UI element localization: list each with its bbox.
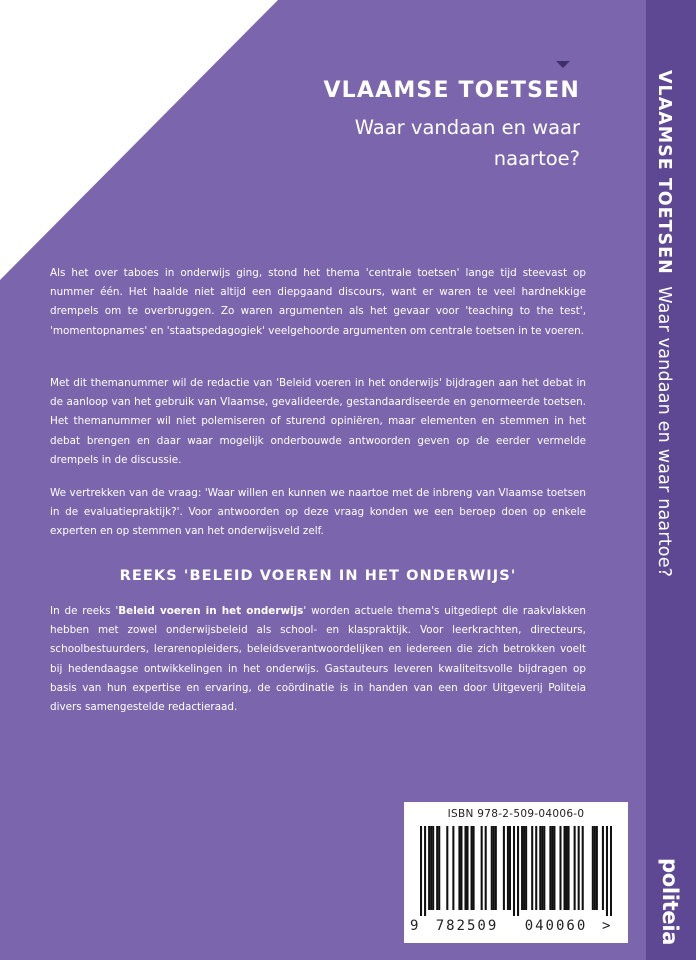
barcode-bar — [592, 826, 594, 910]
barcode-bar — [574, 826, 576, 910]
barcode-bar — [424, 826, 426, 916]
barcode-bar — [464, 826, 466, 910]
blurb-paragraph-3: We vertrekken van de vraag: 'Waar willen en kunnen we naartoe met de inbreng van Vlaamse toetsen in de evaluatiepraktijk?'. Voor antwoorden op deze vraag konden we een beroep doen op enkele experten en op stemmen van het onderwijsveld zelf. — [50, 487, 586, 538]
blurb-paragraph-2: Met dit themanummer wil de redactie van 'Beleid voeren in het onderwijs' bijdragen aan het debat in de aanloop van het gebruik van Vlaamse, gevalideerde, gestandaardiseerde en genormeerde toetsen. Het themanummer wil niet polemiseren of sturend opiniëren, maar elementen en stemmen in het debat brengen en daar waar mogelijk onderbouwde antwoorden geven op de eerder vermelde drempels in de discussie. — [50, 377, 586, 466]
barcode-bar — [523, 826, 525, 910]
barcode-bar — [610, 826, 612, 916]
barcode-bar — [491, 826, 493, 910]
series-description — [50, 602, 586, 717]
spine-title-sub: Waar vandaan en waar naartoe? — [654, 286, 674, 578]
cover-subtitle: Waar vandaan en waar naartoe? — [354, 116, 580, 170]
barcode-bar — [578, 826, 580, 910]
title-marker-triangle — [556, 61, 570, 68]
barcode-bar — [535, 826, 537, 910]
barcode-bar — [559, 826, 561, 910]
barcode-bar — [566, 826, 568, 910]
barcode-bar — [553, 826, 555, 910]
barcode-bar — [452, 826, 454, 910]
barcode-bar — [438, 826, 440, 910]
barcode-bar — [466, 826, 468, 910]
barcode-bar — [458, 826, 460, 910]
series-intro: In de reeks ' — [50, 605, 119, 617]
barcode-bar — [551, 826, 553, 910]
book-spine — [646, 0, 696, 960]
barcode-bar — [513, 826, 515, 916]
barcode-bar — [517, 826, 519, 916]
barcode-bar — [582, 826, 584, 910]
barcode-bar — [531, 826, 533, 910]
barcode-bar — [493, 826, 495, 910]
barcode-bar — [432, 826, 434, 910]
barcode-bar — [471, 826, 473, 910]
cover-title: VLAAMSE TOETSEN — [323, 78, 580, 103]
barcode-bar — [543, 826, 545, 910]
barcode-bar — [549, 826, 551, 910]
ean-first-digit: 9 — [410, 918, 419, 934]
barcode-bar — [430, 826, 432, 910]
barcode-bar — [563, 826, 565, 910]
publisher-logo: politeia — [658, 858, 682, 946]
barcode-bar — [594, 826, 596, 910]
barcode-bar — [521, 826, 523, 910]
barcode-bar — [507, 826, 509, 910]
barcode-bar — [473, 826, 475, 910]
ean-left-group: 782509 — [435, 918, 499, 934]
isbn-label: ISBN 978-2-509-04006-0 — [447, 808, 585, 820]
barcode-bar — [485, 826, 487, 910]
blurb-paragraph-1: Als het over taboes in onderwijs ging, stond het thema 'centrale toetsen' lange tijd steevast op nummer één. Het haalde niet altijd een diepgaand discours, want er waren te veel hardnekkige drempels om te overbruggen. Zo waren argumenten als het gevaar voor 'teaching to the test', 'momentopnames' en 'staatspedagogiek' veelgehoorde argumenten om centrale toetsen in te voeren. — [50, 267, 586, 337]
barcode-bar — [541, 826, 543, 910]
barcode-bar — [596, 826, 598, 910]
barcode-bar — [568, 826, 570, 910]
spine-title-main: VLAAMSE TOETSEN — [654, 70, 674, 275]
ean-digits — [410, 918, 622, 934]
barcode-bar — [525, 826, 527, 910]
barcode-bar — [481, 826, 483, 910]
barcode-bar — [446, 826, 448, 910]
barcode-bar — [460, 826, 462, 910]
barcode-bar — [602, 826, 604, 910]
spine-title — [654, 70, 674, 577]
barcode-bar — [509, 826, 511, 910]
series-text: ' worden actuele thema's uitgediept die raakvlakken hebben met zowel onderwijsbeleid als school- en klaspraktijk. Voor leerkrachten, directeurs, schoolbestuurders, lerarenopleiders, beleidsverantwoordelijken en iedereen die zich betrokken voelt bij hedendaagse ontwikkelingen in het onderwijs. Gastauteurs leveren kwaliteitsvolle bijdragen op basis van hun expertise en ervaring, de coördinatie is in handen van een door Uitgeverij Politeia divers samengestelde redactieraad. — [50, 605, 586, 714]
barcode-bar — [495, 826, 497, 910]
barcode-bar — [428, 826, 430, 910]
ean-right-group: 040060 — [524, 918, 588, 934]
ean-arrow: > — [602, 918, 611, 934]
barcode-bar — [503, 826, 505, 910]
series-name: Beleid voeren in het onderwijs — [118, 605, 304, 617]
barcode-box — [404, 802, 628, 943]
barcode-bar — [606, 826, 608, 916]
barcode-bar — [539, 826, 541, 910]
series-heading: REEKS 'BELEID VOEREN IN HET ONDERWIJS' — [119, 568, 517, 584]
barcode-bar — [436, 826, 438, 910]
barcode-bars — [420, 826, 612, 916]
barcode-bar — [420, 826, 422, 916]
